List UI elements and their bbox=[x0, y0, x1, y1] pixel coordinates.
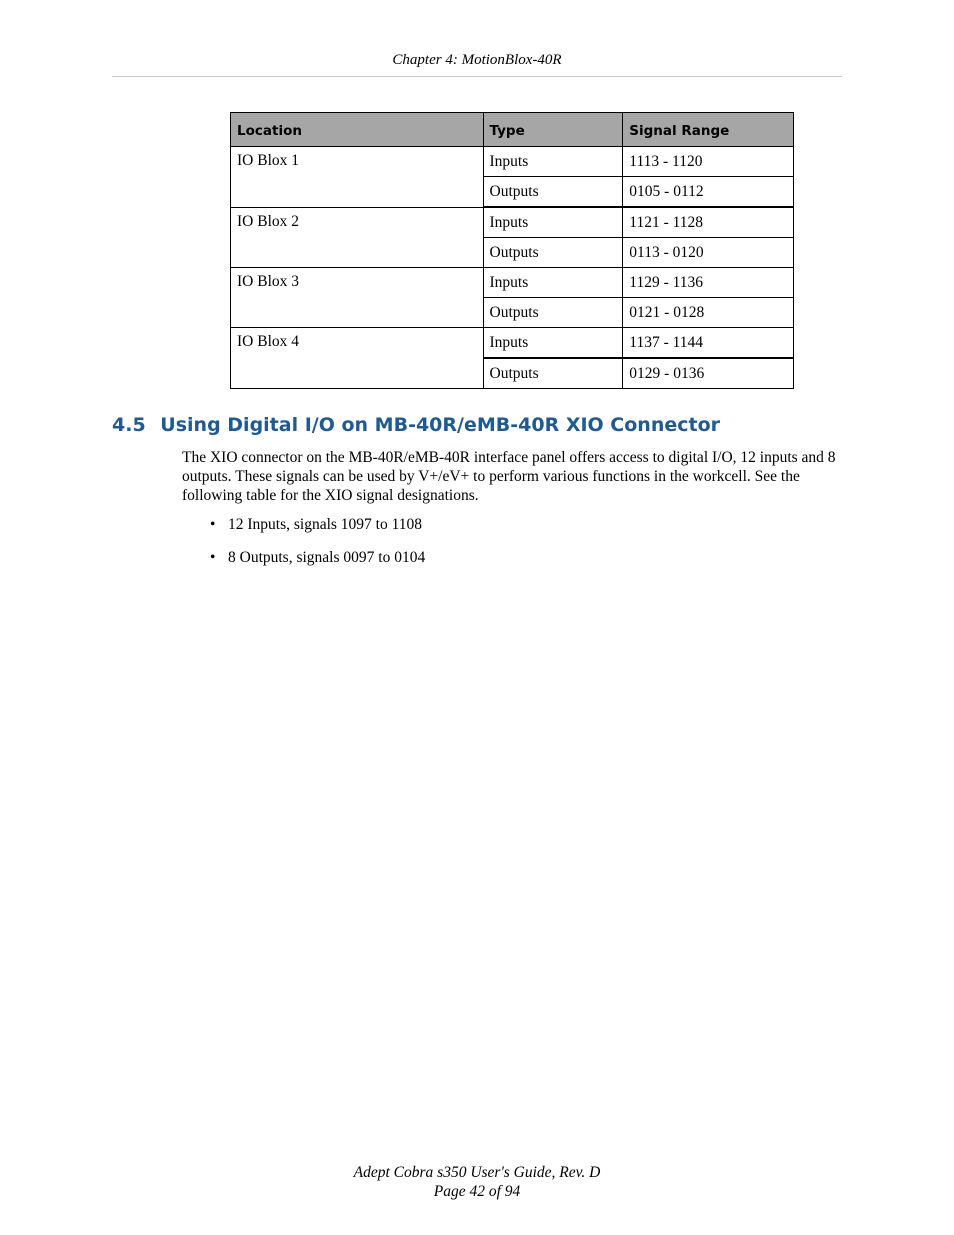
page-footer bbox=[0, 1163, 954, 1201]
bullet-list bbox=[182, 515, 425, 581]
list-item bbox=[182, 548, 425, 581]
signal-range-cell: 1113 - 1120 bbox=[623, 147, 794, 177]
table-header-row bbox=[231, 113, 794, 147]
location-cell: IO Blox 1 bbox=[231, 147, 484, 208]
page-header: Chapter 4: MotionBlox-40R bbox=[392, 52, 562, 68]
column-header-location: Location bbox=[231, 113, 484, 147]
footer-document-title: Adept Cobra s350 User's Guide, Rev. D bbox=[353, 1164, 601, 1181]
io-signal-table bbox=[230, 112, 794, 389]
bullet-icon: • bbox=[210, 549, 216, 566]
table-row bbox=[231, 328, 794, 359]
table-row bbox=[231, 147, 794, 177]
body-paragraph: The XIO connector on the MB-40R/eMB-40R interface panel offers access to digital I/O, 12 inputs and 8 outputs. These signals can be used by V+/eV+ to perform various functions in the workcell. See the following table for the XIO signal designations. bbox=[182, 449, 836, 504]
signal-range-cell: 0105 - 0112 bbox=[623, 177, 794, 208]
location-cell: IO Blox 3 bbox=[231, 268, 484, 328]
section-number: 4.5 bbox=[112, 414, 146, 436]
type-cell: Outputs bbox=[483, 298, 623, 328]
footer-page-number: Page 42 of 94 bbox=[433, 1183, 521, 1200]
location-cell: IO Blox 2 bbox=[231, 207, 484, 268]
type-cell: Inputs bbox=[483, 147, 623, 177]
section-title: Using Digital I/O on MB-40R/eMB-40R XIO Connector bbox=[160, 414, 721, 436]
section-heading bbox=[112, 414, 720, 436]
location-cell: IO Blox 4 bbox=[231, 328, 484, 389]
signal-range-cell: 0129 - 0136 bbox=[623, 358, 794, 389]
signal-range-cell: 0121 - 0128 bbox=[623, 298, 794, 328]
signal-range-cell: 0113 - 0120 bbox=[623, 238, 794, 268]
table-row bbox=[231, 268, 794, 298]
list-item bbox=[182, 515, 425, 548]
type-cell: Inputs bbox=[483, 268, 623, 298]
type-cell: Inputs bbox=[483, 328, 623, 359]
bullet-icon: • bbox=[210, 516, 216, 533]
signal-range-cell: 1137 - 1144 bbox=[623, 328, 794, 359]
signal-range-cell: 1121 - 1128 bbox=[623, 207, 794, 238]
table-row bbox=[231, 207, 794, 238]
list-item-text: 12 Inputs, signals 1097 to 1108 bbox=[228, 516, 423, 533]
list-item-text: 8 Outputs, signals 0097 to 0104 bbox=[228, 549, 426, 566]
type-cell: Outputs bbox=[483, 238, 623, 268]
type-cell: Inputs bbox=[483, 207, 623, 238]
signal-range-cell: 1129 - 1136 bbox=[623, 268, 794, 298]
column-header-type: Type bbox=[483, 113, 623, 147]
type-cell: Outputs bbox=[483, 358, 623, 389]
column-header-signal-range: Signal Range bbox=[623, 113, 794, 147]
header-divider bbox=[112, 76, 842, 77]
type-cell: Outputs bbox=[483, 177, 623, 208]
